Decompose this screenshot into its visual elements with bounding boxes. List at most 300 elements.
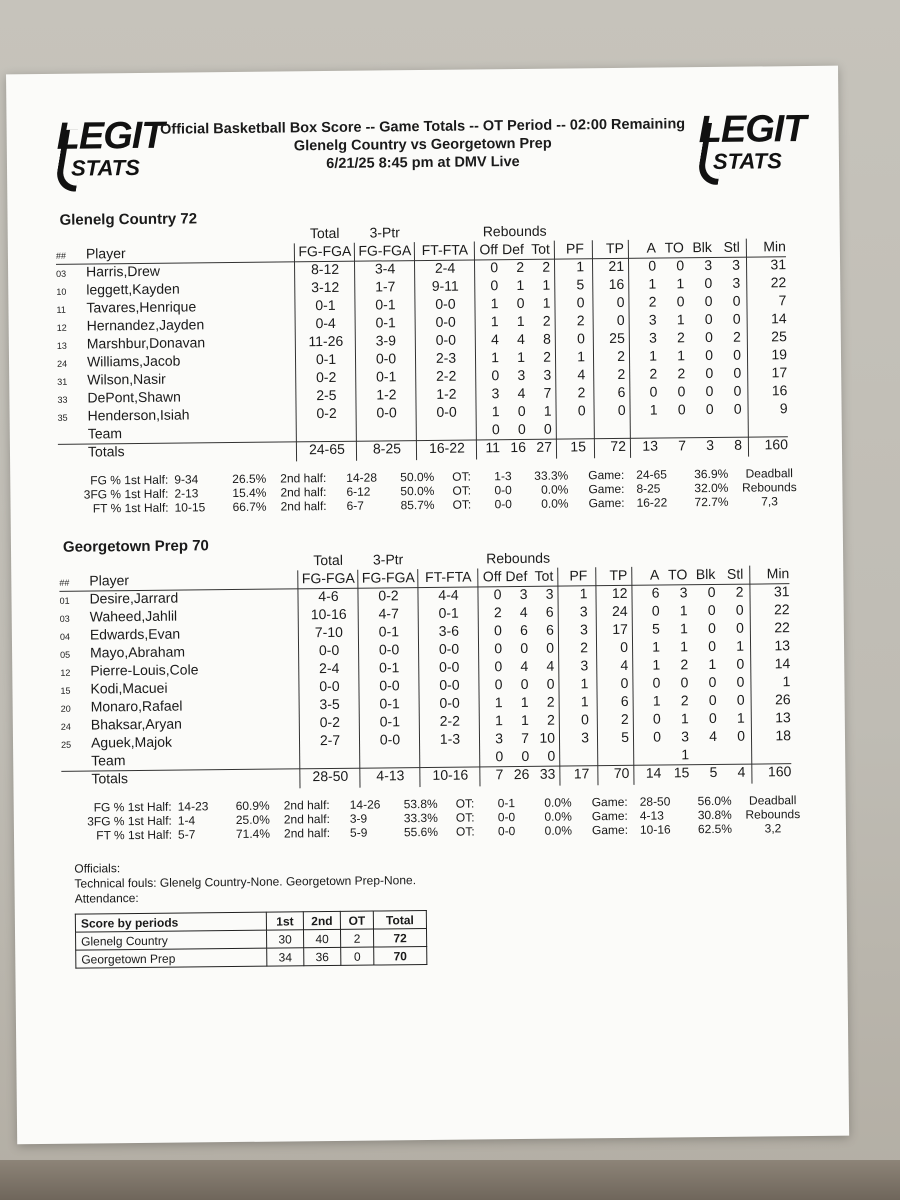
cell-a: 1 [652, 656, 661, 673]
pct-gp: 30.8% [697, 807, 732, 823]
pct-gl: Game: [588, 495, 625, 511]
cell-tp: 6 [620, 692, 629, 709]
totals-tot: 27 [536, 438, 553, 455]
pct-otl: OT: [455, 796, 475, 811]
cell-tp: 6 [617, 383, 626, 400]
cell-def: 3 [519, 585, 528, 603]
cell-pf: 2 [580, 639, 589, 656]
cell-num: 24 [60, 721, 71, 732]
cell-min: 25 [771, 328, 787, 345]
pct-note: Deadball [748, 793, 797, 808]
pct-gp: 36.9% [694, 466, 729, 482]
cell-name: Edwards,Evan [89, 625, 181, 643]
cell-name: Pierre-Louis,Cole [90, 661, 199, 679]
pct-h1: 2-13 [174, 486, 199, 501]
cell-min: 7 [778, 292, 787, 309]
cell-tot: 0 [546, 639, 555, 656]
cell-ft: 0-0 [439, 658, 460, 675]
totals-tp3: 8-25 [372, 440, 402, 457]
pct-otl: OT: [455, 810, 475, 825]
pct-gp: 62.5% [697, 821, 733, 837]
periods-team: Glenelg Country [76, 930, 267, 950]
cell-a: 3 [648, 329, 657, 346]
cell-def: 6 [519, 621, 528, 639]
header-total: Total [313, 551, 343, 569]
pct-h1p: 66.7% [232, 499, 267, 515]
cell-pf: 0 [576, 330, 585, 347]
column-header-tp: TP [605, 239, 624, 257]
column-header-tot: Tot [531, 240, 550, 257]
pct-h1p: 26.5% [232, 471, 267, 487]
cell-name: Tavares,Henrique [86, 298, 197, 316]
header-3ptr: 3-Ptr [369, 224, 400, 241]
cell-num: 25 [60, 739, 72, 750]
column-header-to: TO [664, 239, 684, 256]
pct-h1p: 25.0% [235, 812, 270, 827]
cell-pf: 2 [577, 384, 586, 401]
cell-off: 1 [490, 313, 499, 330]
totals-tp: 70 [613, 764, 630, 782]
pct-otp: 0.0% [540, 482, 569, 497]
cell-blk: 4 [709, 727, 718, 745]
cell-num: 11 [56, 304, 66, 315]
cell-off: 1 [490, 295, 499, 312]
cell-tp: 2 [617, 365, 626, 382]
periods-2nd: 36 [304, 947, 341, 965]
cell-ft: 3-6 [438, 622, 460, 639]
cell-tp3: 0-1 [379, 713, 401, 730]
pct-gl: Game: [591, 794, 628, 810]
shooting-percentages [70, 466, 810, 516]
column-header-num: ## [55, 250, 66, 261]
cell-blk: 0 [705, 364, 714, 382]
cell-fg: 0-2 [316, 404, 337, 422]
cell-a: 0 [648, 257, 657, 274]
cell-tp: 2 [617, 347, 626, 364]
periods-team: Georgetown Prep [76, 948, 267, 968]
cell-tot: 1 [542, 294, 551, 311]
pct-g: 16-22 [636, 495, 668, 510]
periods-total: 70 [374, 946, 427, 965]
cell-tp3: 0-1 [379, 695, 400, 712]
totals-tp: 72 [610, 437, 627, 455]
cell-a: 1 [649, 347, 658, 364]
cell-off: 0 [494, 658, 503, 675]
cell-stl: 0 [735, 619, 744, 636]
cell-num: 35 [57, 412, 68, 423]
cell-num: 12 [60, 667, 71, 678]
pct-h2p: 55.6% [403, 824, 439, 840]
column-header-pf: PF [569, 567, 588, 584]
cell-fg: 4-6 [318, 587, 339, 605]
cell-off: 1 [491, 349, 500, 366]
cell-min: 26 [774, 691, 791, 708]
pct-label: FT % 1st Half: [96, 827, 173, 843]
pct-h1: 1-4 [177, 813, 196, 828]
totals-label: Totals [87, 443, 125, 460]
periods-header: 1st [266, 912, 303, 930]
cell-to: 0 [676, 257, 685, 274]
cell-blk: 0 [705, 346, 714, 364]
column-header-num: ## [59, 577, 70, 588]
pct-h2l: 2nd half: [280, 499, 327, 514]
cell-a: 1 [652, 638, 661, 655]
cell-off: 1 [494, 712, 503, 729]
cell-ft: 2-2 [439, 712, 461, 729]
cell-stl: 3 [732, 256, 741, 273]
totals-blk: 5 [709, 763, 718, 781]
cell-to: 1 [680, 638, 689, 655]
cell-blk: 0 [705, 400, 714, 418]
cell-a: 0 [651, 602, 660, 619]
cell-name: Waheed,Jahlil [89, 607, 178, 625]
cell-def: 1 [520, 693, 529, 710]
cell-to: 2 [676, 329, 685, 346]
cell-name: leggett,Kayden [86, 280, 180, 298]
cell-a: 0 [653, 728, 662, 745]
cell-pf: 3 [579, 621, 588, 638]
cell-pf: 3 [580, 657, 589, 674]
cell-off: 0 [490, 277, 499, 294]
pct-label: FT % 1st Half: [92, 500, 169, 516]
cell-def: 0 [521, 747, 530, 764]
cell-tp3: 0-0 [379, 677, 400, 694]
cell-stl: 0 [735, 601, 744, 618]
column-header-a: A [649, 566, 660, 583]
cell-def: 4 [519, 603, 528, 621]
cell-blk: 0 [704, 292, 713, 310]
cell-fg: 0-0 [318, 641, 340, 659]
cell-to: 1 [679, 620, 688, 637]
cell-tot: 2 [546, 711, 555, 728]
cell-a: 2 [649, 365, 658, 382]
cell-min: 9 [779, 400, 788, 417]
cell-to: 2 [677, 365, 686, 382]
pct-h2l: 2nd half: [280, 485, 327, 500]
pct-ot: 0-0 [497, 824, 516, 839]
cell-blk: 3 [704, 256, 713, 274]
cell-tp3: 0-0 [378, 641, 400, 658]
cell-ft: 0-0 [435, 295, 456, 312]
periods-header: OT [340, 911, 373, 929]
cell-pf: 4 [577, 366, 586, 383]
cell-tp3: 0-1 [375, 314, 396, 331]
cell-name: Team [87, 425, 123, 442]
pct-gp: 56.0% [697, 793, 732, 809]
cell-a: 0 [652, 710, 661, 727]
cell-fg: 0-0 [319, 677, 340, 695]
cell-to: 1 [676, 275, 685, 292]
totals-ft: 10-16 [432, 766, 469, 783]
column-header-def: Def [505, 567, 528, 585]
cell-def: 4 [517, 384, 526, 402]
cell-tp: 2 [620, 710, 629, 727]
pct-note: Deadball [745, 466, 794, 481]
cell-def: 0 [516, 294, 525, 312]
periods-header: 2nd [303, 911, 340, 929]
cell-off: 3 [495, 730, 504, 747]
cell-num: 03 [59, 613, 70, 624]
cell-a: 5 [651, 620, 660, 637]
cell-tp3: 3-4 [374, 260, 396, 277]
page-header [7, 114, 840, 177]
cell-fg: 3-12 [311, 278, 340, 296]
pct-note: 3,2 [764, 821, 782, 836]
column-header-a: A [646, 239, 656, 256]
pct-h2p: 53.8% [403, 796, 438, 812]
cell-tot: 8 [542, 330, 551, 347]
cell-num: 15 [60, 685, 71, 696]
totals-stl: 8 [734, 436, 743, 453]
pct-g: 24-65 [636, 467, 668, 482]
cell-to: 3 [681, 728, 690, 745]
cell-a: 1 [649, 401, 658, 418]
cell-num: 12 [56, 322, 67, 333]
cell-off: 0 [493, 622, 502, 639]
pct-otl: OT: [455, 824, 475, 839]
cell-off: 0 [490, 259, 499, 276]
column-header-min: Min [763, 238, 786, 255]
column-header-blk: Blk [695, 565, 716, 583]
cell-tot: 6 [545, 603, 554, 620]
score-by-periods-table [75, 910, 428, 969]
periods-ot: 2 [340, 929, 373, 947]
column-header-tp3: FG-FGA [361, 569, 415, 586]
cell-tp: 21 [608, 257, 625, 275]
cell-min: 16 [771, 382, 788, 399]
pct-h2: 6-7 [346, 498, 364, 513]
cell-fg: 11-26 [308, 332, 344, 350]
cell-pf: 3 [579, 603, 588, 620]
totals-pf: 15 [570, 438, 587, 455]
pct-h1: 5-7 [177, 827, 196, 842]
cell-to: 0 [676, 293, 685, 310]
pct-gl: Game: [591, 808, 628, 824]
cell-tot: 1 [543, 402, 552, 419]
column-header-ft: FT-FTA [425, 568, 472, 585]
pct-otp: 0.0% [544, 795, 572, 810]
cell-min: 19 [771, 346, 788, 363]
cell-ft: 4-4 [438, 586, 459, 603]
cell-off: 0 [495, 748, 504, 765]
cell-tot: 2 [542, 258, 551, 275]
cell-min: 22 [774, 619, 790, 636]
cell-def: 4 [520, 657, 529, 675]
pct-ot: 0-0 [497, 810, 516, 825]
pct-gp: 32.0% [694, 480, 729, 496]
cell-to: 0 [677, 383, 686, 400]
column-header-stl: Stl [726, 565, 744, 582]
column-header-blk: Blk [692, 238, 712, 256]
pct-h2: 5-9 [349, 825, 368, 840]
pct-h1: 10-15 [174, 500, 206, 515]
cell-tot: 2 [542, 312, 551, 329]
pct-label: FG % 1st Half: [90, 472, 169, 488]
team-title: Georgetown Prep 70 [62, 537, 209, 556]
pct-ot: 0-0 [494, 497, 512, 512]
cell-blk: 0 [707, 601, 716, 619]
cell-to: 2 [680, 656, 689, 673]
cell-tp3: 0-0 [375, 350, 397, 367]
cell-name: Mayo,Abraham [89, 643, 186, 661]
header-3ptr: 3-Ptr [372, 551, 404, 568]
pct-g: 28-50 [639, 794, 671, 809]
cell-def: 0 [520, 639, 529, 657]
cell-stl: 0 [737, 727, 746, 744]
totals-pf: 17 [573, 765, 590, 782]
cell-fg: 0-1 [315, 350, 337, 368]
column-header-stl: Stl [723, 238, 740, 255]
cell-tp: 5 [621, 728, 630, 745]
pct-ot: 0-0 [494, 483, 512, 498]
cell-tp3: 0-1 [379, 659, 400, 676]
cell-tp: 0 [616, 311, 625, 328]
cell-blk: 0 [704, 328, 713, 346]
cell-tot: 0 [547, 747, 556, 764]
pct-label: 3FG % 1st Half: [87, 813, 172, 829]
cell-num: 33 [57, 394, 68, 405]
cell-a: 0 [649, 383, 658, 400]
column-header-fg: FG-FGA [301, 569, 355, 587]
cell-name: Hernandez,Jayden [86, 316, 205, 334]
cell-pf: 2 [576, 312, 585, 329]
cell-fg: 0-1 [315, 296, 336, 314]
cell-tot: 4 [546, 657, 555, 674]
cell-a: 1 [648, 275, 657, 292]
cell-num: 03 [56, 268, 67, 279]
pct-h2l: 2nd half: [283, 826, 331, 841]
pct-h2p: 85.7% [400, 497, 435, 513]
cell-ft: 0-0 [439, 676, 460, 693]
cell-name: Monaro,Rafael [90, 697, 183, 715]
box-score-sheet [6, 66, 849, 1145]
cell-tp: 25 [609, 329, 625, 347]
cell-stl: 0 [732, 292, 741, 309]
cell-pf: 0 [580, 711, 589, 728]
totals-to: 15 [673, 764, 690, 781]
cell-ft: 0-0 [435, 331, 457, 348]
cell-ft: 9-11 [431, 277, 459, 294]
pct-otp: 0.0% [541, 496, 569, 511]
cell-stl: 3 [732, 274, 741, 291]
cell-a: 0 [652, 674, 661, 691]
cell-ft: 0-1 [438, 604, 459, 621]
logo-mark: LEGIT [698, 107, 806, 152]
logo-mark: LEGIT [56, 114, 164, 158]
pct-otl: OT: [452, 469, 472, 484]
shooting-percentages [74, 793, 814, 843]
cell-off: 0 [494, 676, 503, 693]
cell-min: 14 [770, 310, 787, 327]
cell-stl: 0 [733, 364, 742, 381]
cell-pf: 1 [576, 258, 585, 275]
cell-tot: 1 [542, 276, 551, 293]
cell-min: 22 [770, 274, 787, 291]
cell-ft: 1-3 [439, 730, 461, 747]
cell-tp: 16 [608, 275, 625, 293]
box-score-table [56, 220, 790, 464]
cell-tot: 0 [546, 675, 555, 692]
cell-tp3: 0-1 [375, 296, 396, 313]
cell-off: 4 [490, 331, 499, 348]
cell-num: 20 [60, 703, 71, 714]
cell-fg: 0-4 [315, 314, 336, 332]
pct-h1: 14-23 [177, 799, 209, 814]
column-header-def: Def [501, 240, 524, 258]
cell-fg: 3-5 [319, 695, 340, 713]
column-header-to: TO [668, 566, 688, 583]
cell-min: 31 [770, 256, 787, 273]
cell-to: 1 [679, 602, 688, 619]
cell-pf: 0 [576, 294, 585, 311]
cell-to: 3 [679, 584, 688, 601]
cell-tp3: 0-1 [378, 623, 400, 640]
totals-blk: 3 [706, 436, 715, 454]
cell-def: 1 [516, 276, 525, 294]
periods-header: Score by periods [75, 912, 266, 932]
cell-fg: 0-2 [316, 368, 337, 386]
team-title: Glenelg Country 72 [59, 210, 198, 229]
cell-off: 1 [491, 403, 500, 420]
cell-def: 0 [520, 675, 529, 693]
cell-tp: 4 [620, 656, 629, 673]
cell-tp3: 0-1 [375, 368, 397, 385]
cell-def: 0 [517, 402, 526, 420]
column-header-tot: Tot [534, 567, 554, 584]
cell-blk: 0 [707, 619, 716, 637]
pct-h1p: 60.9% [235, 798, 270, 813]
cell-stl: 1 [736, 637, 745, 654]
cell-min: 17 [771, 364, 788, 381]
header-matchup: Glenelg Country vs Georgetown Prep [293, 135, 552, 155]
cell-tot: 0 [543, 420, 552, 437]
cell-tp3: 0-0 [379, 731, 401, 748]
cell-stl: 2 [735, 583, 744, 600]
cell-fg: 2-5 [316, 386, 337, 404]
pct-otl: OT: [452, 483, 472, 498]
cell-to: 1 [677, 347, 686, 364]
cell-off: 0 [491, 367, 500, 384]
totals-tot: 33 [539, 765, 556, 782]
cell-off: 0 [493, 586, 502, 603]
pct-note: 7,3 [761, 494, 778, 509]
column-header-off: Off [482, 568, 502, 585]
pct-h2: 14-26 [349, 797, 381, 812]
cell-fg: 2-7 [319, 731, 341, 749]
totals-min: 160 [767, 763, 792, 780]
cell-off: 1 [494, 694, 503, 711]
cell-pf: 1 [579, 585, 588, 602]
pct-ot: 1-3 [494, 469, 512, 484]
header-total: Total [309, 224, 340, 242]
totals-off: 7 [495, 766, 504, 783]
pct-gl: Game: [591, 822, 629, 838]
totals-fg: 24-65 [308, 440, 345, 458]
cell-name: Harris,Drew [86, 262, 161, 280]
cell-name: Henderson,Isiah [87, 406, 190, 424]
cell-blk: 0 [705, 382, 714, 400]
column-header-min: Min [766, 565, 790, 582]
periods-2nd: 40 [303, 929, 340, 947]
cell-tp: 24 [612, 602, 628, 620]
cell-off: 0 [491, 421, 500, 438]
pct-h2: 14-28 [346, 470, 378, 485]
cell-fg [298, 423, 356, 424]
cell-ft: 1-2 [436, 385, 457, 402]
cell-tp: 0 [620, 638, 629, 655]
pct-h2: 6-12 [346, 484, 371, 499]
cell-ft: 2-2 [435, 367, 457, 384]
